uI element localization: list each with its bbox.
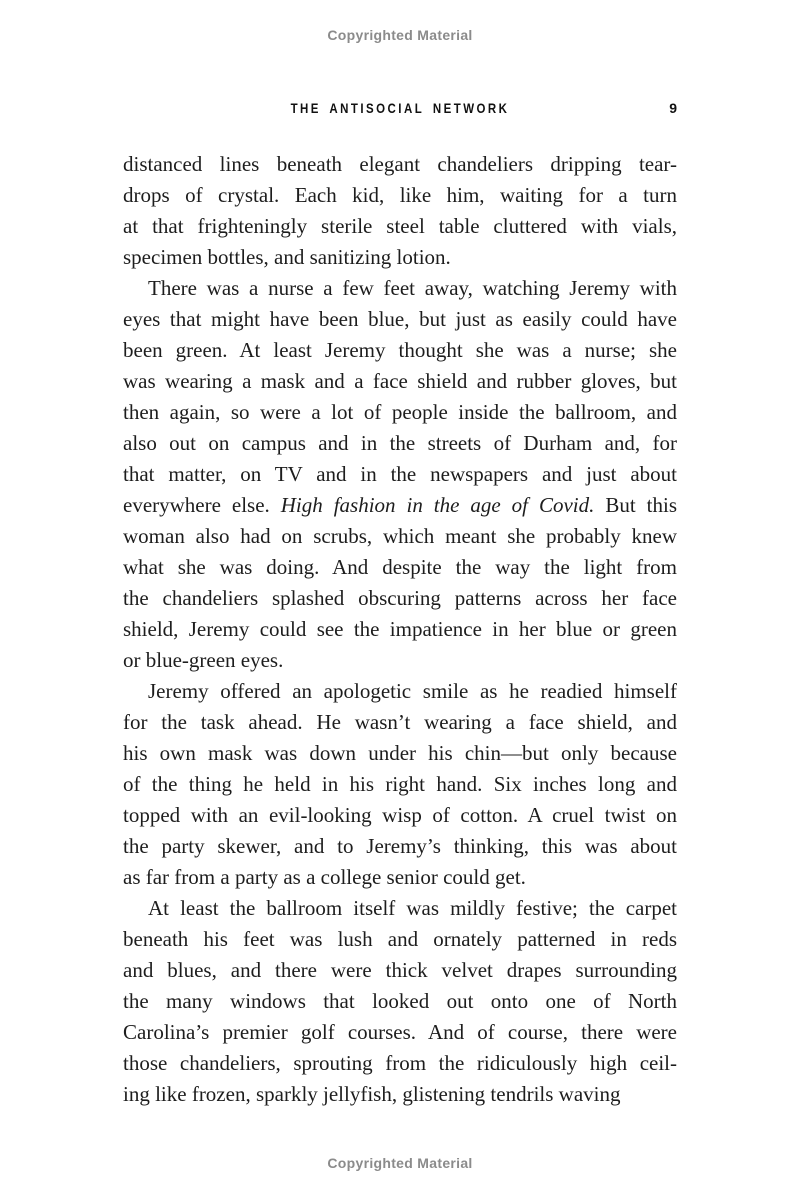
text-line [123, 893, 677, 924]
text-segment: also out on campus and in the streets of Durham and, for [123, 431, 677, 455]
text-line [123, 614, 677, 645]
text-segment: Carolina’s premier golf courses. And of course, there were [123, 1020, 677, 1044]
text-line [123, 707, 677, 738]
text-line [123, 831, 677, 862]
text-segment: the party skewer, and to Jeremy’s thinking, this was about [123, 834, 677, 858]
text-segment: the many windows that looked out onto one of North [123, 989, 677, 1013]
text-line [123, 1048, 677, 1079]
text-segment: his own mask was down under his chin—but only because [123, 741, 677, 765]
text-line [123, 180, 677, 211]
text-line [123, 149, 677, 180]
text-line [123, 521, 677, 552]
text-segment: Jeremy offered an apologetic smile as he readied himself [148, 679, 677, 703]
text-line [123, 1079, 677, 1110]
text-segment: for the task ahead. He wasn’t wearing a face shield, and [123, 710, 677, 734]
italic-text-segment: High fashion in the age of Covid. [280, 493, 595, 517]
text-segment: that matter, on TV and in the newspapers and just about [123, 462, 677, 486]
text-line [123, 273, 677, 304]
text-line [123, 428, 677, 459]
text-segment: At least the ballroom itself was mildly festive; the carpet [148, 896, 677, 920]
text-line [123, 924, 677, 955]
text-line [123, 304, 677, 335]
text-segment: topped with an evil-looking wisp of cotton. A cruel twist on [123, 803, 677, 827]
text-segment: specimen bottles, and sanitizing lotion. [123, 245, 451, 269]
text-line [123, 800, 677, 831]
body-text [123, 149, 677, 1110]
text-segment: as far from a party as a college senior could get. [123, 865, 526, 889]
text-segment: or blue-green eyes. [123, 648, 284, 672]
text-segment: what she was doing. And despite the way the light from [123, 555, 677, 579]
text-line [123, 552, 677, 583]
text-segment: There was a nurse a few feet away, watching Jeremy with [148, 276, 677, 300]
text-segment: of the thing he held in his right hand. Six inches long and [123, 772, 677, 796]
text-segment: then again, so were a lot of people inside the ballroom, and [123, 400, 677, 424]
text-segment: the chandeliers splashed obscuring patterns across her face [123, 586, 677, 610]
text-segment: at that frighteningly sterile steel table cluttered with vials, [123, 214, 677, 238]
text-segment: those chandeliers, sprouting from the ridiculously high ceil- [123, 1051, 677, 1075]
text-line [123, 676, 677, 707]
text-segment: shield, Jeremy could see the impatience in her blue or green [123, 617, 677, 641]
text-segment: was wearing a mask and a face shield and rubber gloves, but [123, 369, 677, 393]
text-line [123, 211, 677, 242]
text-line [123, 738, 677, 769]
copyright-notice-bottom: Copyrighted Material [327, 1155, 473, 1171]
running-header [123, 100, 677, 118]
running-header-title: THE ANTISOCIAL NETWORK [290, 100, 510, 116]
text-line [123, 490, 677, 521]
text-line [123, 645, 677, 676]
text-segment: and blues, and there were thick velvet drapes surrounding [123, 958, 677, 982]
text-segment: distanced lines beneath elegant chandeliers dripping tear- [123, 152, 677, 176]
text-line [123, 769, 677, 800]
text-line [123, 366, 677, 397]
text-line [123, 986, 677, 1017]
text-line [123, 242, 677, 273]
text-line [123, 862, 677, 893]
text-line [123, 1017, 677, 1048]
text-segment: beneath his feet was lush and ornately patterned in reds [123, 927, 677, 951]
text-segment: everywhere else. [123, 493, 281, 517]
page-number: 9 [669, 100, 677, 116]
text-segment: ing like frozen, sparkly jellyfish, glistening tendrils waving [123, 1082, 621, 1106]
text-segment: But this [594, 493, 677, 517]
text-line [123, 583, 677, 614]
text-line [123, 397, 677, 428]
text-segment: woman also had on scrubs, which meant she probably knew [123, 524, 677, 548]
text-line [123, 335, 677, 366]
text-segment: been green. At least Jeremy thought she was a nurse; she [123, 338, 677, 362]
text-segment: eyes that might have been blue, but just as easily could have [123, 307, 677, 331]
text-line [123, 459, 677, 490]
copyright-notice-top: Copyrighted Material [327, 27, 473, 43]
text-segment: drops of crystal. Each kid, like him, waiting for a turn [123, 183, 677, 207]
text-line [123, 955, 677, 986]
